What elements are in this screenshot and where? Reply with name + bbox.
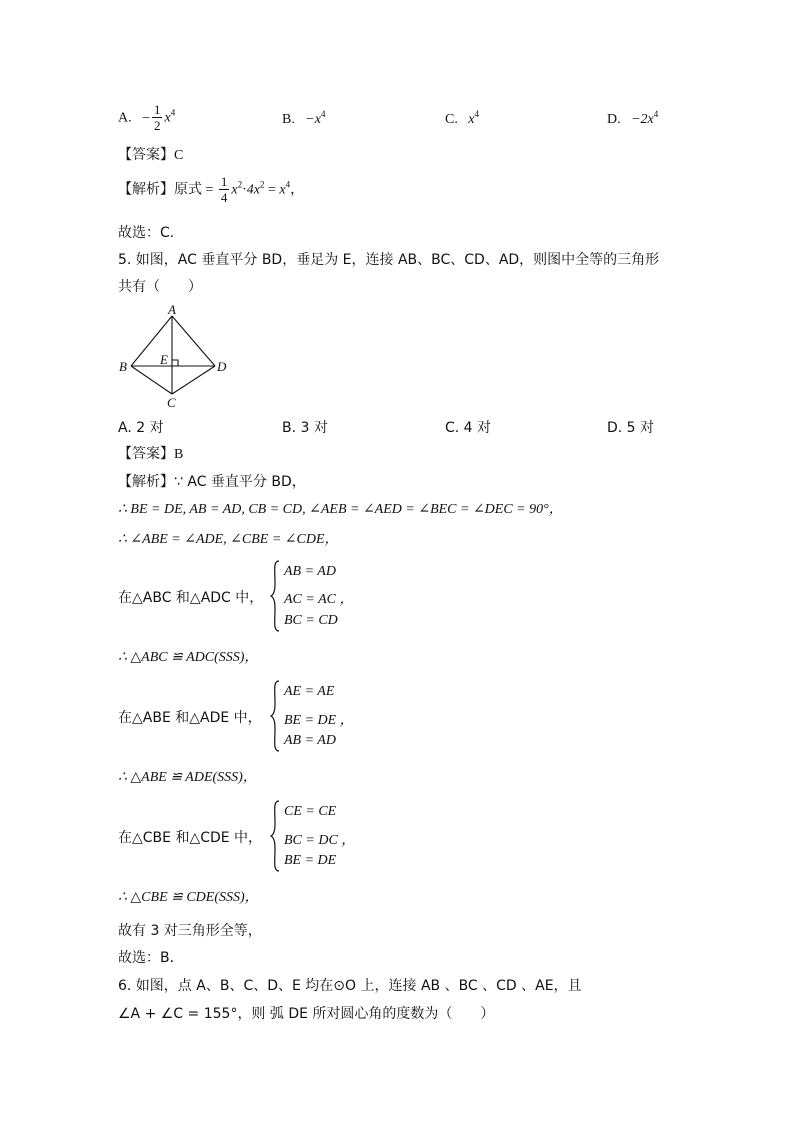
q5-analysis-line1: ∵ AC 垂直平分 BD， (174, 474, 306, 490)
label-e: E (160, 352, 168, 367)
q4-option-d-expr: −2x (631, 112, 654, 127)
q4-option-d-exp: 4 (653, 109, 659, 119)
q5-stem-line1: 5. 如图，AC 垂直平分 BD，垂足为 E，连接 AB、BC、CD、AD，则图中全等的三角形 (118, 252, 660, 268)
q5-sys2-lead: 在△ABE 和△ADE 中， (118, 710, 262, 726)
q4-option-b (282, 110, 325, 127)
q4-option-c-exp: 4 (474, 109, 480, 119)
q4-option-a-letter: A. (118, 110, 132, 126)
q5-sys1 (270, 560, 390, 632)
left-brace-icon (270, 800, 280, 872)
label-d: D (217, 359, 227, 374)
q5-sys1-row1: AB = AD (284, 564, 336, 579)
q4-option-a-den: 2 (153, 118, 161, 133)
q5-option-c: C. 4 对 (445, 420, 492, 436)
q4-analysis-exp1: 2 (237, 179, 243, 190)
q5-answer-value: B (174, 447, 184, 462)
q5-line3: ∴ ∠ABE = ∠ADE, ∠CBE = ∠CDE， (118, 532, 339, 547)
q5-concl1: ∴ △ABC ≌ ADC(SSS)， (118, 650, 259, 665)
q4-option-c (445, 110, 479, 127)
q5-concl2: ∴ △ABE ≌ ADE(SSS)， (118, 770, 257, 785)
q4-answer (118, 148, 183, 163)
q4-analysis-tail: ， (290, 181, 305, 198)
q5-sys2-row1: AE = AE (284, 684, 335, 699)
q4-option-d-letter: D. (607, 112, 621, 127)
q4-option-b-letter: B. (282, 112, 295, 127)
q5-sys2-row2: BE = DE ， (284, 713, 354, 728)
label-c: C (167, 395, 176, 410)
q6-stem-line2: ∠A + ∠C = 155°，则 弧 DE 所对圆心角的度数为（ ） (118, 1006, 495, 1022)
q5-sys1-row2: AC = AC ， (284, 592, 354, 607)
segment-bc (131, 366, 172, 394)
q5-sys3 (270, 800, 390, 872)
q4-analysis-text: 原式 (174, 181, 202, 198)
left-brace-icon (270, 560, 280, 632)
q5-sys3-lead: 在△CBE 和△CDE 中， (118, 830, 263, 846)
q4-analysis-exp2: 2 (260, 179, 265, 190)
q4-analysis: 【解析】原式 = $\frac{1}{4}$ $x^2\cdot 4x^2 = x^4$， (118, 174, 305, 205)
q5-sys1-row3: BC = CD (284, 613, 338, 628)
q4-analysis-den: 4 (220, 190, 228, 205)
q4-option-a-exp: 4 (170, 107, 176, 118)
q5-sys3-row2: BC = DC ， (284, 833, 356, 848)
q4-option-a-var: x (164, 110, 171, 126)
right-angle-mark (172, 360, 178, 366)
q4-analysis-eq: = (268, 182, 276, 198)
q4-answer-value: C (174, 148, 184, 163)
q5-summary: 故有 3 对三角形全等， (118, 923, 262, 939)
left-brace-icon (270, 680, 280, 752)
q5-sys2-row3: AB = AD (284, 733, 336, 748)
q5-choose: 故选：B． (118, 950, 184, 966)
q5-sys3-row1: CE = CE (284, 804, 337, 819)
q5-option-d: D. 5 对 (607, 420, 655, 436)
segment-cd (172, 366, 215, 394)
q4-analysis-term2: 4x (246, 182, 261, 198)
q5-answer-label: 【答案】 (118, 446, 174, 462)
q4-option-a-num: 1 (153, 102, 161, 117)
label-a: A (168, 302, 176, 317)
q4-option-a (118, 103, 175, 132)
q5-sys2 (270, 680, 390, 752)
q4-analysis-term3: x (279, 182, 286, 198)
q5-sys1-lead: 在△ABC 和△ADC 中， (118, 590, 264, 606)
q4-choose: 故选：C. (118, 225, 175, 241)
q6-stem-line1: 6. 如图，点 A、B、C、D、E 均在⊙O 上，连接 AB 、BC 、CD 、AE，且 (118, 978, 582, 994)
q4-answer-label: 【答案】 (118, 147, 174, 163)
q4-analysis-label: 【解析】 (118, 181, 174, 198)
q5-option-a: A. 2 对 (118, 420, 164, 436)
q5-figure (115, 302, 235, 412)
q4-analysis-dot: · (242, 182, 247, 198)
q5-line2: ∴ BE = DE, AB = AD, CB = CD, ∠AEB = ∠AED = ∠BEC = ∠DEC = 90°， (118, 502, 563, 517)
q5-analysis (118, 475, 306, 489)
q4-analysis-num: 1 (220, 174, 228, 189)
q5-concl3: ∴ △CBE ≌ CDE(SSS)， (118, 890, 259, 905)
label-b: B (119, 359, 127, 374)
q4-option-a-sign: − (142, 110, 150, 126)
q4-option-c-expr: x (468, 112, 475, 127)
q5-stem-line2: 共有（ ） (118, 279, 202, 295)
q4-analysis-term1: x (231, 182, 238, 198)
q4-option-c-letter: C. (445, 112, 458, 127)
q4-option-d (607, 110, 658, 127)
q4-analysis-exp3: 4 (285, 179, 291, 190)
q5-option-b: B. 3 对 (282, 420, 328, 436)
q5-analysis-label: 【解析】 (118, 474, 174, 490)
q4-option-b-exp: 4 (320, 109, 326, 119)
q4-option-b-expr: −x (305, 112, 321, 127)
segment-ad (172, 316, 215, 366)
q5-answer (118, 447, 183, 462)
q5-sys3-row3: BE = DE (284, 853, 337, 868)
